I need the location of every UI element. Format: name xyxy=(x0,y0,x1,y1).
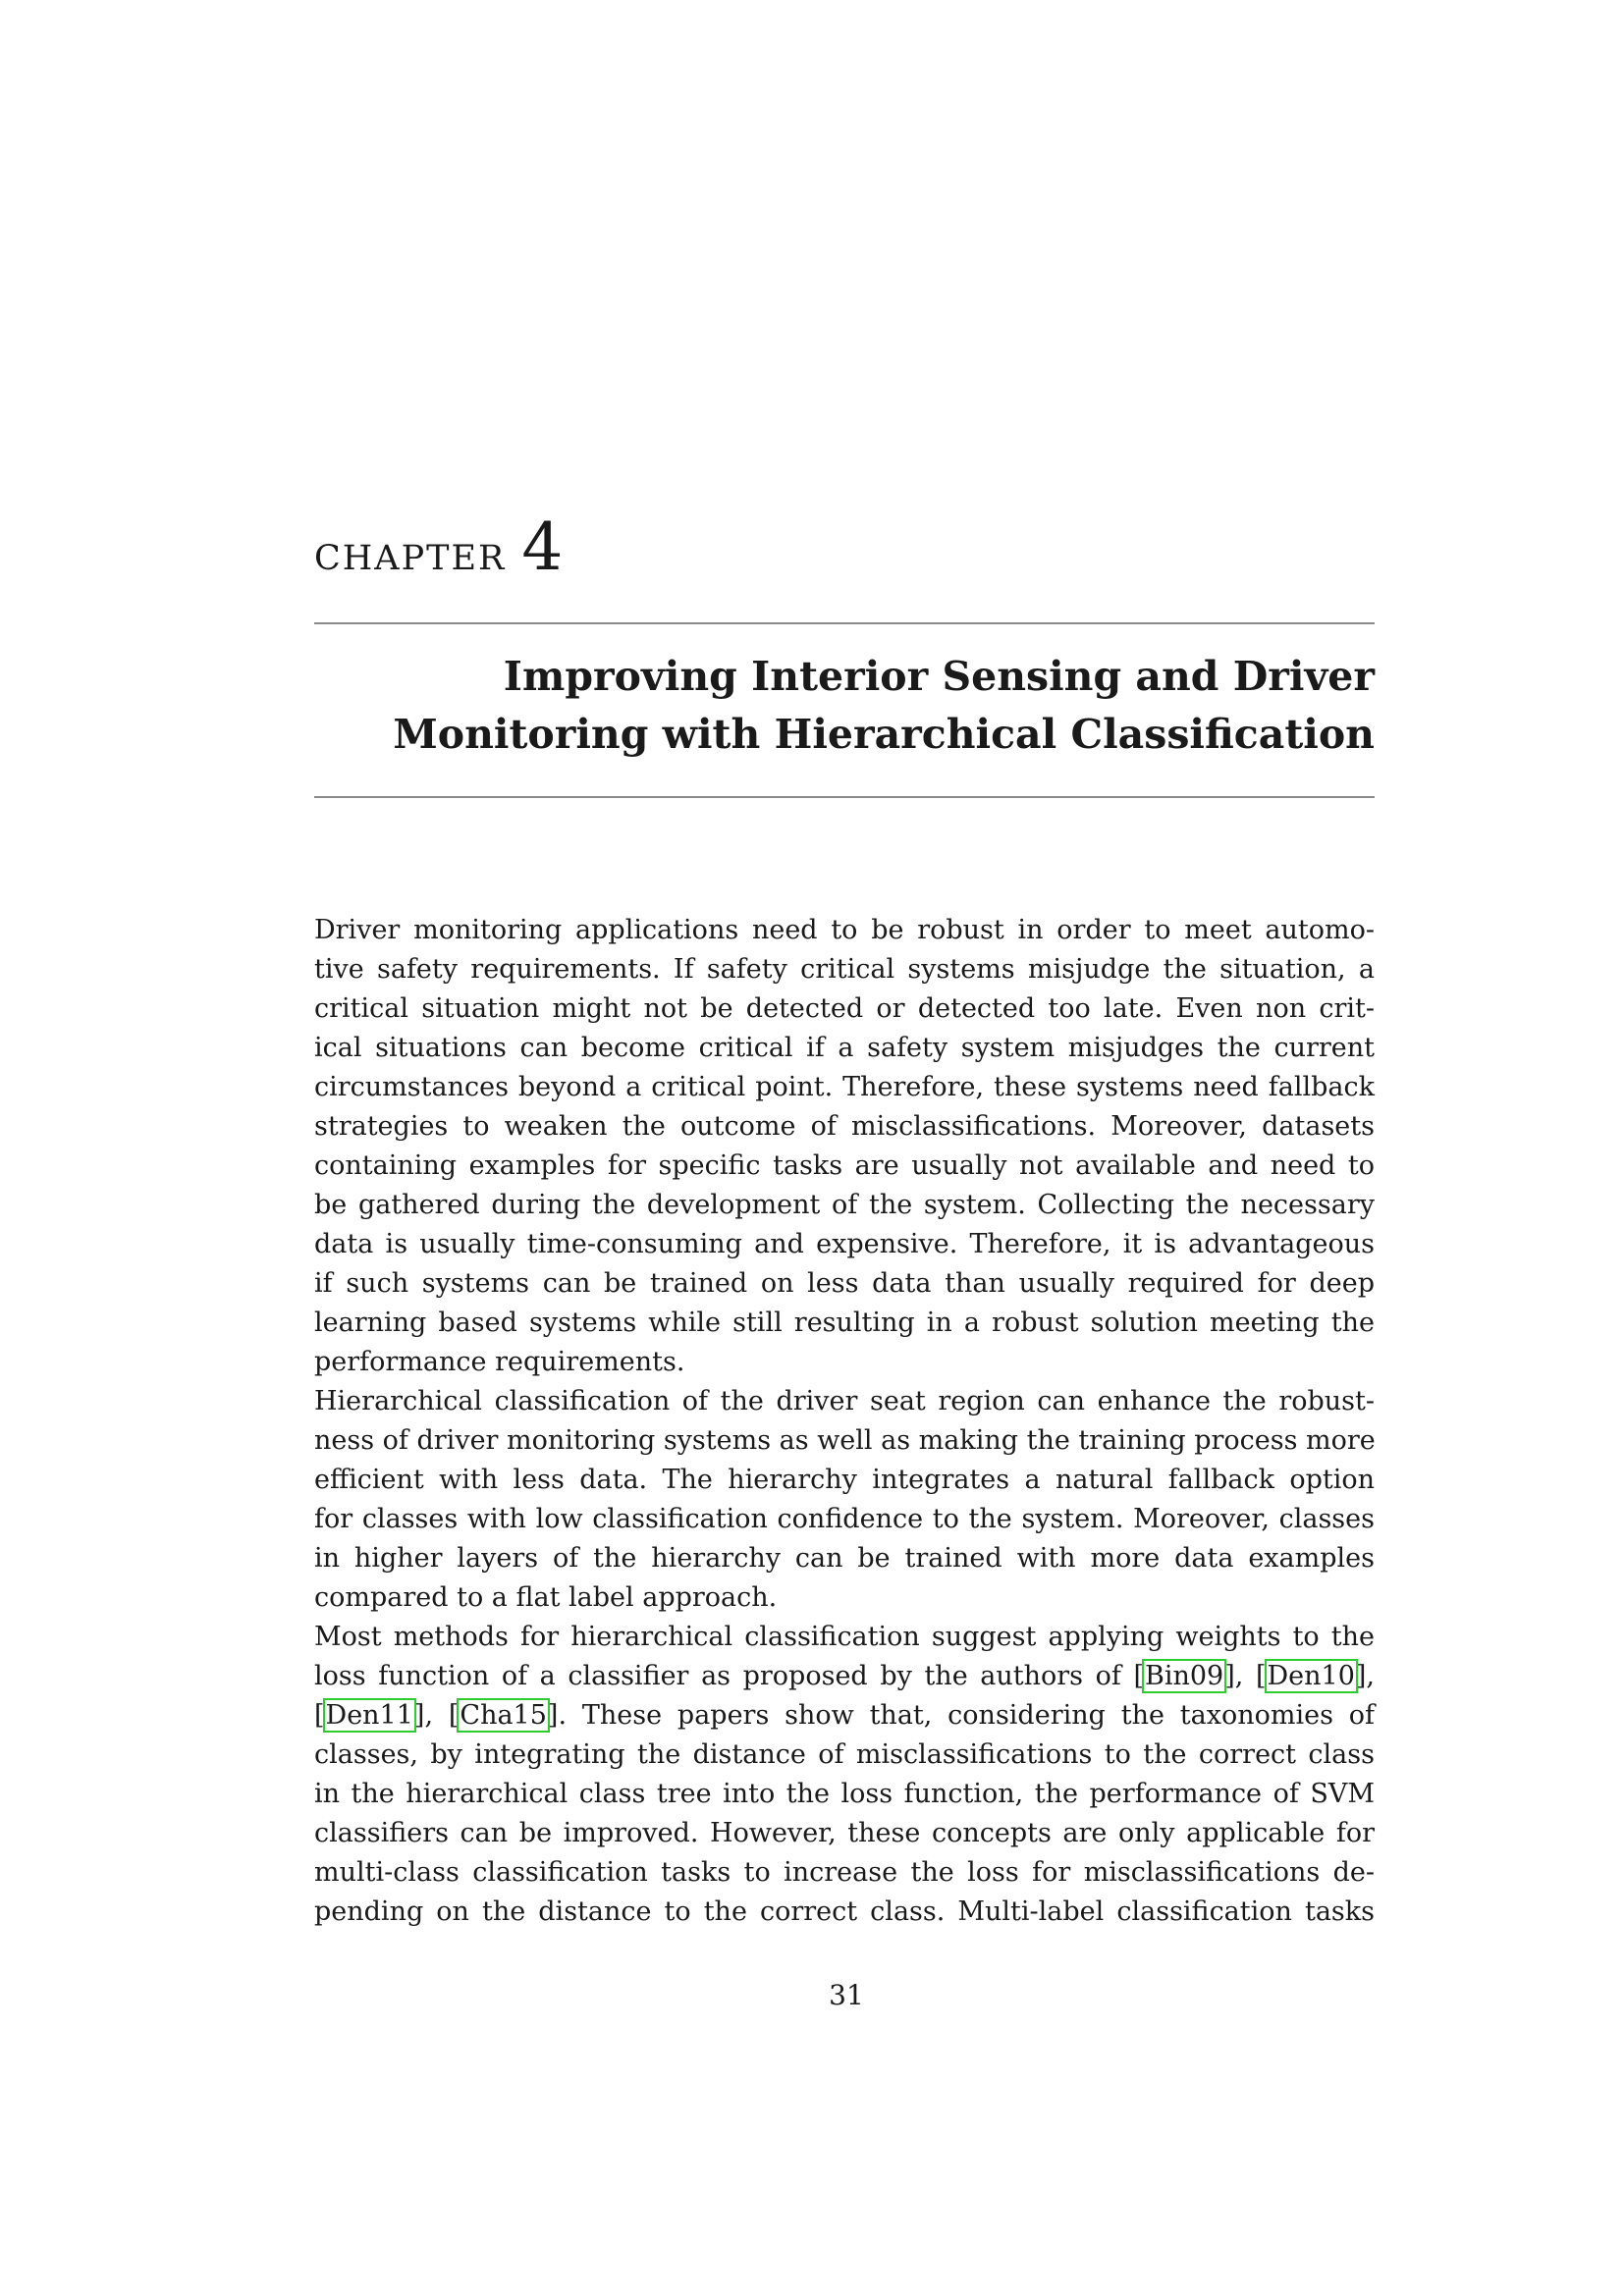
paragraph-1-line: if such systems can be trained on less data than usually required for deep xyxy=(314,1268,1375,1299)
paragraph-1-line: circumstances beyond a critical point. Therefore, these systems need fallback xyxy=(314,1072,1375,1102)
chapter-number: 4 xyxy=(521,509,564,585)
paragraph-2-line: compared to a flat label approach. xyxy=(314,1582,778,1613)
title-rule-top xyxy=(314,622,1375,624)
paragraph-3-line-with-citations: [Den11], [Cha15]. These papers show that, considering the taxonomies of xyxy=(314,1700,1376,1731)
paragraph-3-line: classes, by integrating the distance of misclassifications to the correct class xyxy=(314,1739,1375,1770)
page-number: 31 xyxy=(829,1979,864,2011)
paragraph-2-line: efficient with less data. The hierarchy integrates a natural fallback option xyxy=(314,1465,1375,1495)
paragraph-3-text: . These papers show that, considering the taxonomies of xyxy=(558,1700,1376,1731)
paragraph-3-line-with-citations: loss function of a classifier as proposed by the authors of [Bin09], [Den10], xyxy=(314,1661,1375,1691)
paragraph-1-line: be gathered during the development of the system. Collecting the necessary xyxy=(314,1190,1375,1220)
chapter-title-line-2: Monitoring with Hierarchical Classification xyxy=(393,711,1375,758)
chapter-heading xyxy=(314,509,564,585)
paragraph-3-line: classifiers can be improved. However, these concepts are only applicable for xyxy=(314,1818,1375,1848)
paragraph-1-line: tive safety requirements. If safety critical systems misjudge the situation, a xyxy=(314,954,1375,985)
paragraph-3-line: multi-class classification tasks to increase the loss for misclassifications de- xyxy=(314,1857,1375,1888)
paragraph-3-line: in the hierarchical class tree into the loss function, the performance of SVM xyxy=(314,1779,1375,1809)
paragraph-1-line: performance requirements. xyxy=(314,1347,685,1377)
paragraph-1-line: ical situations can become critical if a safety system misjudges the current xyxy=(314,1033,1375,1063)
paragraph-1-line: learning based systems while still resulting in a robust solution meeting the xyxy=(314,1308,1375,1338)
paragraph-1-line: critical situation might not be detected or detected too late. Even non crit- xyxy=(314,993,1375,1024)
citation-link-den10[interactable]: Den10 xyxy=(1267,1661,1355,1691)
paragraph-1-line: containing examples for specific tasks are usually not available and need to xyxy=(314,1150,1375,1181)
paragraph-3-line: Most methods for hierarchical classification suggest applying weights to the xyxy=(314,1622,1375,1652)
body-text xyxy=(314,911,1375,1932)
paragraph-1-line: data is usually time-consuming and expensive. Therefore, it is advantageous xyxy=(314,1229,1375,1259)
citation-link-cha15[interactable]: Cha15 xyxy=(460,1700,547,1731)
paragraph-3-text: loss function of a classifier as proposed by the authors of xyxy=(314,1661,1134,1691)
paragraph-1-line: Driver monitoring applications need to be robust in order to meet automo- xyxy=(314,915,1375,945)
paragraph-3-line: pending on the distance to the correct class. Multi-label classification tasks xyxy=(314,1896,1375,1927)
paragraph-1-line: strategies to weaken the outcome of misclassifications. Moreover, datasets xyxy=(314,1111,1375,1142)
title-rule-bottom xyxy=(314,796,1375,798)
chapter-title xyxy=(314,648,1375,764)
paragraph-2-line: for classes with low classification confidence to the system. Moreover, classes xyxy=(314,1504,1375,1534)
paragraph-2-line: in higher layers of the hierarchy can be trained with more data examples xyxy=(314,1543,1375,1574)
paragraph-2-line: Hierarchical classification of the driver seat region can enhance the robust- xyxy=(314,1386,1375,1416)
citation-link-den11[interactable]: Den11 xyxy=(325,1700,413,1731)
chapter-label: chapter xyxy=(314,524,507,581)
citation-link-bin09[interactable]: Bin09 xyxy=(1145,1661,1224,1691)
chapter-title-line-1: Improving Interior Sensing and Driver xyxy=(503,653,1375,700)
paragraph-2-line: ness of driver monitoring systems as well as making the training process more xyxy=(314,1425,1376,1456)
